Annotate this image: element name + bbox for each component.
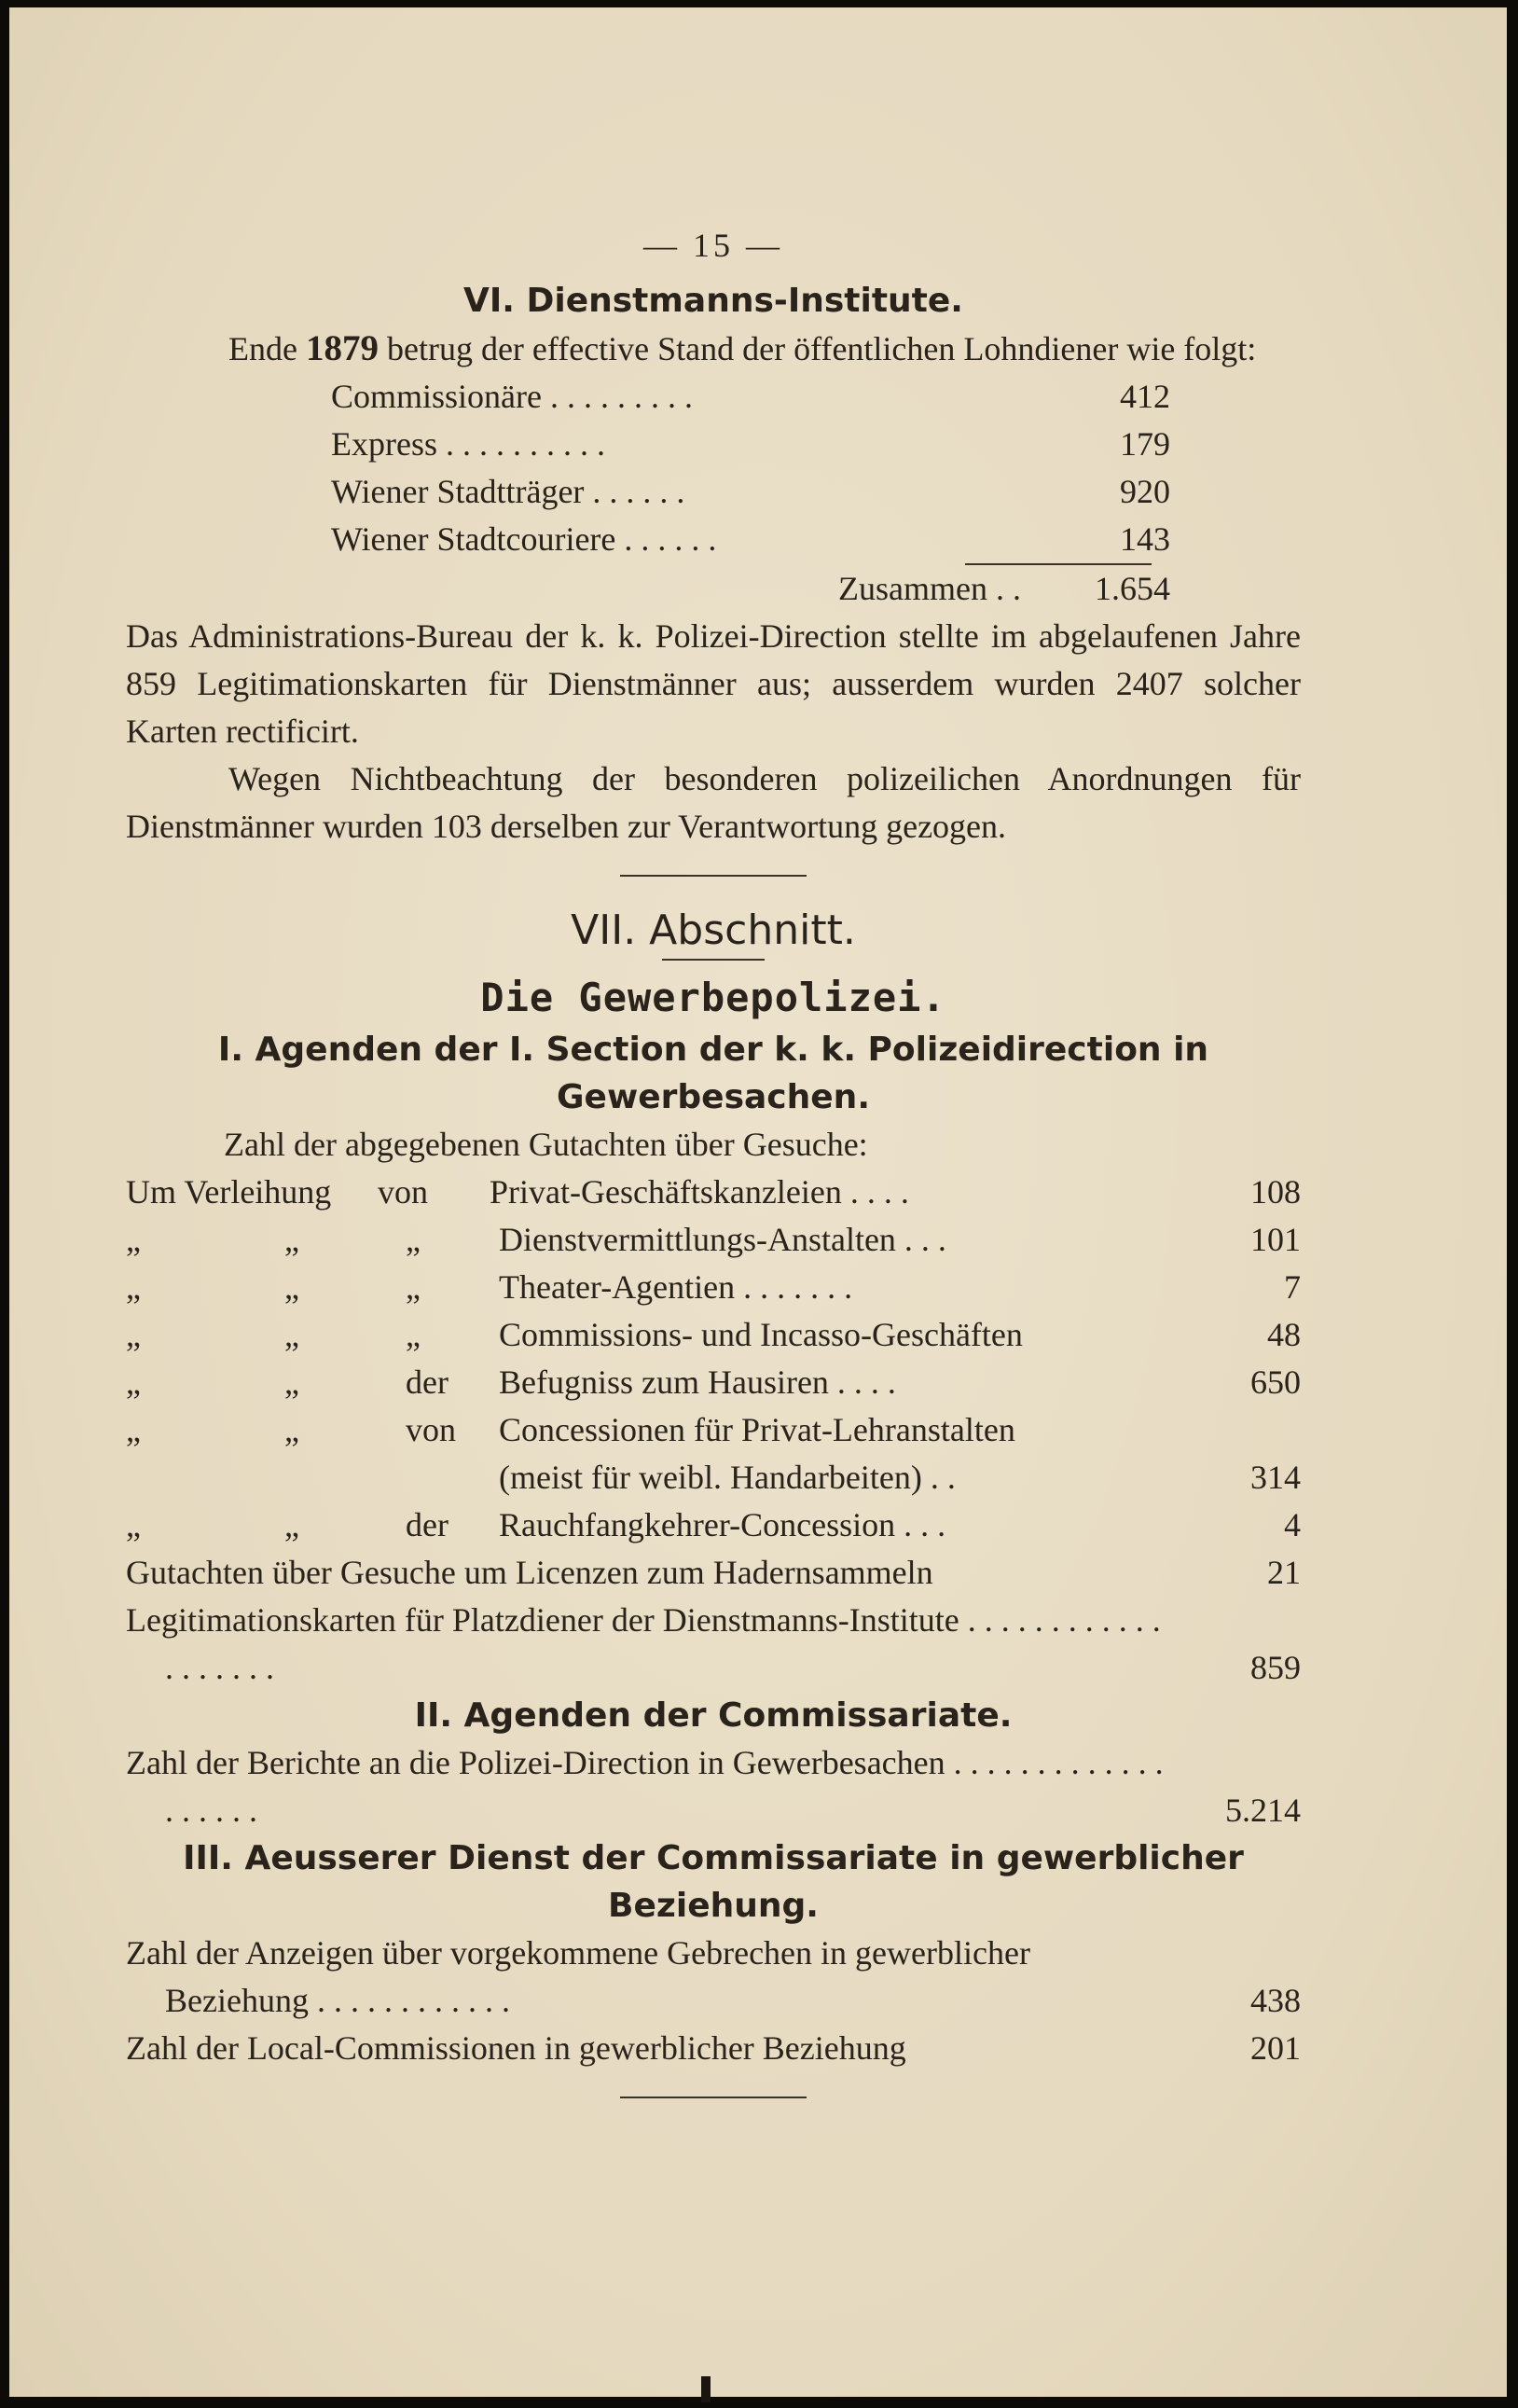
stat-value: 412 <box>1120 378 1170 415</box>
row-value: 7 <box>1284 1268 1301 1306</box>
section-vi-paragraph-1: Das Administrations-Bureau der k. k. Polizei-Direction stellte im abgelaufenen Jahre 859 Legitimationskarten für Dienstmänner aus; ausserdem wurden 2407 solcher Karten rectificirt. <box>126 617 1301 750</box>
total-value: 1.654 <box>1095 570 1170 607</box>
table-row <box>126 1359 1301 1406</box>
row-col-2: „ <box>284 1506 299 1543</box>
row-col-1: „ <box>126 1316 141 1353</box>
row-text: Concessionen für Privat-Lehranstalten <box>499 1411 1015 1448</box>
row-value: 48 <box>1267 1316 1301 1353</box>
row-text: Rauchfangkehrer-Concession . . . <box>499 1506 946 1543</box>
row-col-2: „ <box>284 1363 299 1401</box>
page-number: — 15 — <box>643 227 783 264</box>
row-col-1: Um Verleihung <box>126 1173 332 1211</box>
total-label: Zusammen . . <box>838 570 1021 607</box>
gutachten-text: Gutachten über Gesuche um Licenzen zum Hadernsammeln <box>126 1554 933 1591</box>
berichte-row <box>126 1739 1301 1834</box>
row-value: 4 <box>1284 1506 1301 1543</box>
row-col-2: „ <box>284 1221 299 1258</box>
row-value: 108 <box>1250 1173 1301 1211</box>
legitimation-value: 859 <box>1250 1649 1301 1686</box>
row-value: 314 <box>1250 1459 1301 1496</box>
local-commissionen-row <box>126 2025 1301 2072</box>
berichte-text: Zahl der Berichte an die Polizei-Direction in Gewerbesachen . . . . . . . . . . . . . . . . . . . <box>126 1744 1164 1829</box>
row-value <box>1166 1406 1301 1454</box>
row-col-3: der <box>406 1363 448 1401</box>
row-col-2: „ <box>284 1411 299 1448</box>
row-col-3 <box>406 1454 499 1502</box>
row-col-2: „ <box>284 1268 299 1306</box>
end-rule <box>620 2097 807 2098</box>
gutachten-row <box>126 1549 1301 1597</box>
table-row <box>126 1264 1301 1311</box>
row-text: Theater-Agentien . . . . . . . <box>499 1268 853 1306</box>
table-row <box>126 1216 1301 1264</box>
stat-row-express <box>331 421 1170 468</box>
chapter-rule <box>662 959 765 961</box>
row-text: Commissions- und Incasso-Geschäften <box>499 1316 1023 1353</box>
row-col-3: von <box>406 1411 456 1448</box>
section-1-heading: I. Agenden der I. Section der k. k. Polizeidirection in Gewerbesachen. <box>217 1031 1209 1116</box>
row-col-1: „ <box>126 1506 141 1543</box>
local-commissionen-value: 201 <box>1250 2029 1301 2067</box>
divider-rule <box>620 875 807 877</box>
section-vi-heading: VI. Dienstmanns-Institute. <box>463 282 963 320</box>
row-text: Privat-Geschäftskanzleien . . . . <box>490 1173 909 1211</box>
stat-label: Commissionäre . . . . . . . . . <box>331 378 693 415</box>
row-value: 650 <box>1250 1363 1301 1401</box>
row-col-3: „ <box>406 1221 421 1258</box>
table-row <box>126 1502 1301 1549</box>
row-col-3: „ <box>406 1316 421 1353</box>
stat-value: 179 <box>1120 425 1170 463</box>
stat-value: 143 <box>1120 520 1170 558</box>
row-col-2: von <box>378 1173 428 1211</box>
document-page <box>9 7 1507 2397</box>
gutachten-value: 21 <box>1267 1554 1301 1591</box>
row-col-1: „ <box>126 1268 141 1306</box>
table-row <box>126 1169 1301 1216</box>
stat-label: Wiener Stadtträger . . . . . . <box>331 473 685 510</box>
stat-row-stadtcouriere <box>331 516 1170 563</box>
section-1-caption: Zahl der abgegebenen Gutachten über Gesuche: <box>224 1126 868 1163</box>
stat-label: Express . . . . . . . . . . <box>331 425 605 463</box>
anzeigen-row <box>126 1930 1301 2025</box>
anzeigen-text: Zahl der Anzeigen über vorgekommene Gebrechen in gewerblicher Beziehung . . . . . . . . . . . . <box>126 1934 1030 2019</box>
stat-value: 920 <box>1120 473 1170 510</box>
row-text: Befugniss zum Hausiren . . . . <box>499 1363 896 1401</box>
intro-pre: Ende <box>228 330 306 367</box>
intro-post: betrug der effective Stand der öffentlichen Lohndiener wie folgt: <box>378 330 1257 367</box>
stat-row-stadttraeger <box>331 468 1170 516</box>
local-commissionen-text: Zahl der Local-Commissionen in gewerblicher Beziehung <box>126 2029 906 2067</box>
row-col-1: „ <box>126 1411 141 1448</box>
binding-mark <box>701 2376 711 2402</box>
row-col-3: „ <box>406 1268 421 1306</box>
legitimation-text: Legitimationskarten für Platzdiener der Dienstmanns-Institute . . . . . . . . . . . . . . . . . . . <box>126 1601 1161 1686</box>
row-col-1: „ <box>126 1363 141 1401</box>
stat-row-total <box>331 565 1170 613</box>
anzeigen-value: 438 <box>1250 1982 1301 2019</box>
berichte-value: 5.214 <box>1225 1792 1301 1829</box>
table-row <box>126 1454 1301 1502</box>
table-row <box>126 1406 1301 1454</box>
chapter-subtitle: Die Gewerbepolizei. <box>480 975 946 1020</box>
row-col-1: „ <box>126 1221 141 1258</box>
intro-year: 1879 <box>305 328 379 368</box>
row-value: 101 <box>1250 1221 1301 1258</box>
stat-label: Wiener Stadtcouriere . . . . . . <box>331 520 717 558</box>
row-text: Dienstvermittlungs-Anstalten . . . <box>499 1221 946 1258</box>
row-col-1 <box>126 1454 275 1502</box>
row-col-3: der <box>406 1506 448 1543</box>
section-vi-paragraph-2: Wegen Nichtbeachtung der besonderen polizeilichen Anordnungen für Dienstmänner wurden 103 derselben zur Verantwortung gezogen. <box>126 760 1301 845</box>
page-content <box>126 222 1301 2124</box>
section-3-heading: III. Aeusserer Dienst der Commissariate in gewerblicher Beziehung. <box>183 1839 1244 1925</box>
legitimation-row <box>126 1597 1301 1692</box>
section-vi-intro <box>126 325 1301 373</box>
row-text: (meist für weibl. Handarbeiten) . . <box>499 1459 956 1496</box>
row-col-2: „ <box>284 1316 299 1353</box>
section-2-heading: II. Agenden der Commissariate. <box>414 1696 1013 1735</box>
chapter-title: VII. Abschnitt. <box>571 906 856 954</box>
row-col-2 <box>275 1454 406 1502</box>
stat-row-commissionaere <box>331 373 1170 421</box>
table-row <box>126 1311 1301 1359</box>
